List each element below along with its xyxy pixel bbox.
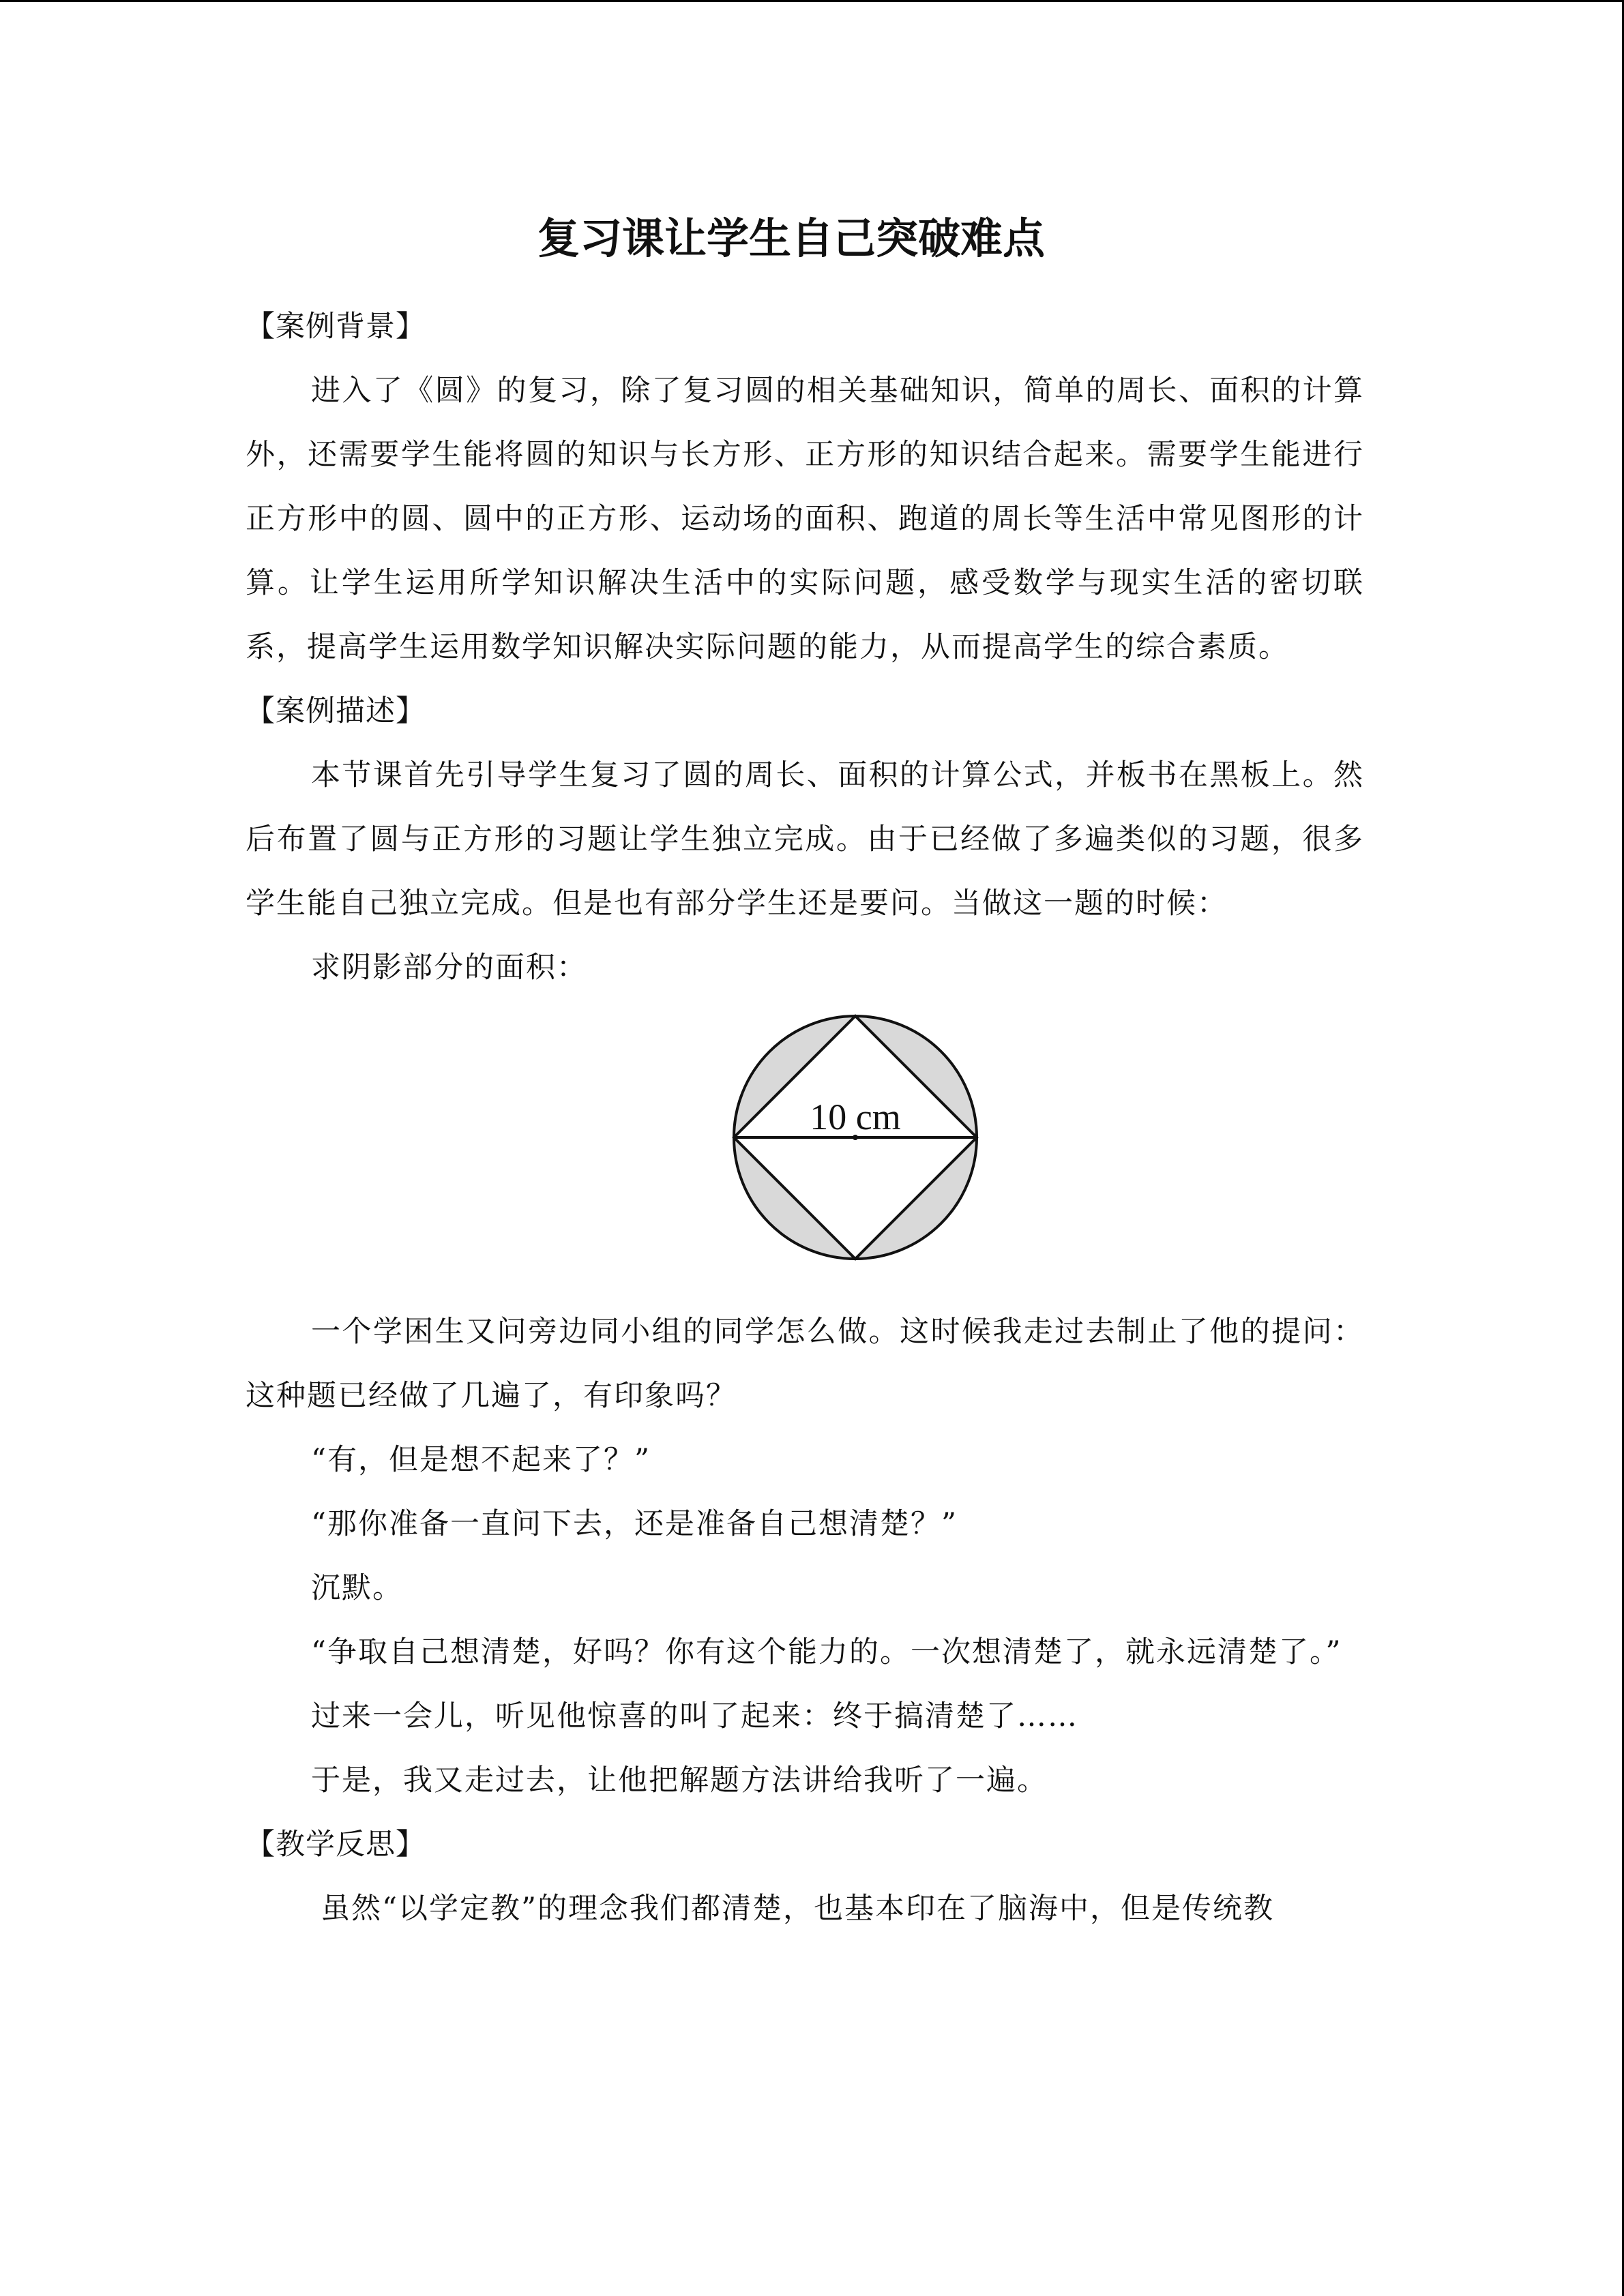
document-page xyxy=(246,198,1364,1941)
circle-square-diagram xyxy=(726,1008,985,1267)
dialog-line-4: “争取自己想清楚，好吗？你有这个能力的。一次想清楚了，就永远清楚了。” xyxy=(311,1635,1342,1669)
dialog-line-2: “那你准备一直问下去，还是准备自己想清楚？” xyxy=(311,1507,958,1541)
paragraph-reflection: 虽然“以学定教”的理念我们都清楚，也基本印在了脑海中，但是传统教 xyxy=(321,1892,1274,1926)
question-text: 求阴影部分的面积： xyxy=(311,951,587,985)
section-heading-background: 【案例背景】 xyxy=(246,310,426,344)
section-heading-description: 【案例描述】 xyxy=(246,694,426,728)
section-heading-reflection: 【教学反思】 xyxy=(246,1828,426,1862)
paragraph-description: 本节课首先引导学生复习了圆的周长、面积的计算公式，并板书在黑板上。然后布置了圆与正方形的习题让学生独立完成。由于已经做了多遍类似的习题，很多学生能自己独立完成。但是也有部分学生还是要问。当做这一题的时候： xyxy=(246,758,1364,921)
paragraph-story-2: 过来一会儿，听见他惊喜的叫了起来：终于搞清楚了…… xyxy=(311,1699,1078,1733)
dialog-line-3: 沉默。 xyxy=(311,1571,403,1605)
geometry-figure xyxy=(246,1008,1364,1267)
dialog-line-1: “有，但是想不起来了？” xyxy=(311,1443,651,1477)
paragraph-background: 进入了《圆》的复习，除了复习圆的相关基础知识，简单的周长、面积的计算外，还需要学生能将圆的知识与长方形、正方形的知识结合起来。需要学生能进行正方形中的圆、圆中的正方形、运动场的面积、跑道的周长等生活中常见图形的计算。让学生运用所学知识解决生活中的实际问题，感受数学与现实生活的密切联系，提高学生运用数学知识解决实际问题的能力，从而提高学生的综合素质。 xyxy=(246,374,1364,664)
paragraph-story-3: 于是，我又走过去，让他把解题方法讲给我听了一遍。 xyxy=(311,1763,1048,1798)
diameter-label: 10 cm xyxy=(810,1097,901,1137)
page-border-top xyxy=(0,0,1624,2)
document-title: 复习课让学生自己突破难点 xyxy=(537,213,1045,263)
paragraph-story-1: 一个学困生又问旁边同小组的同学怎么做。这时候我走过去制止了他的提问：这种题已经做了几遍了，有印象吗？ xyxy=(246,1315,1364,1413)
